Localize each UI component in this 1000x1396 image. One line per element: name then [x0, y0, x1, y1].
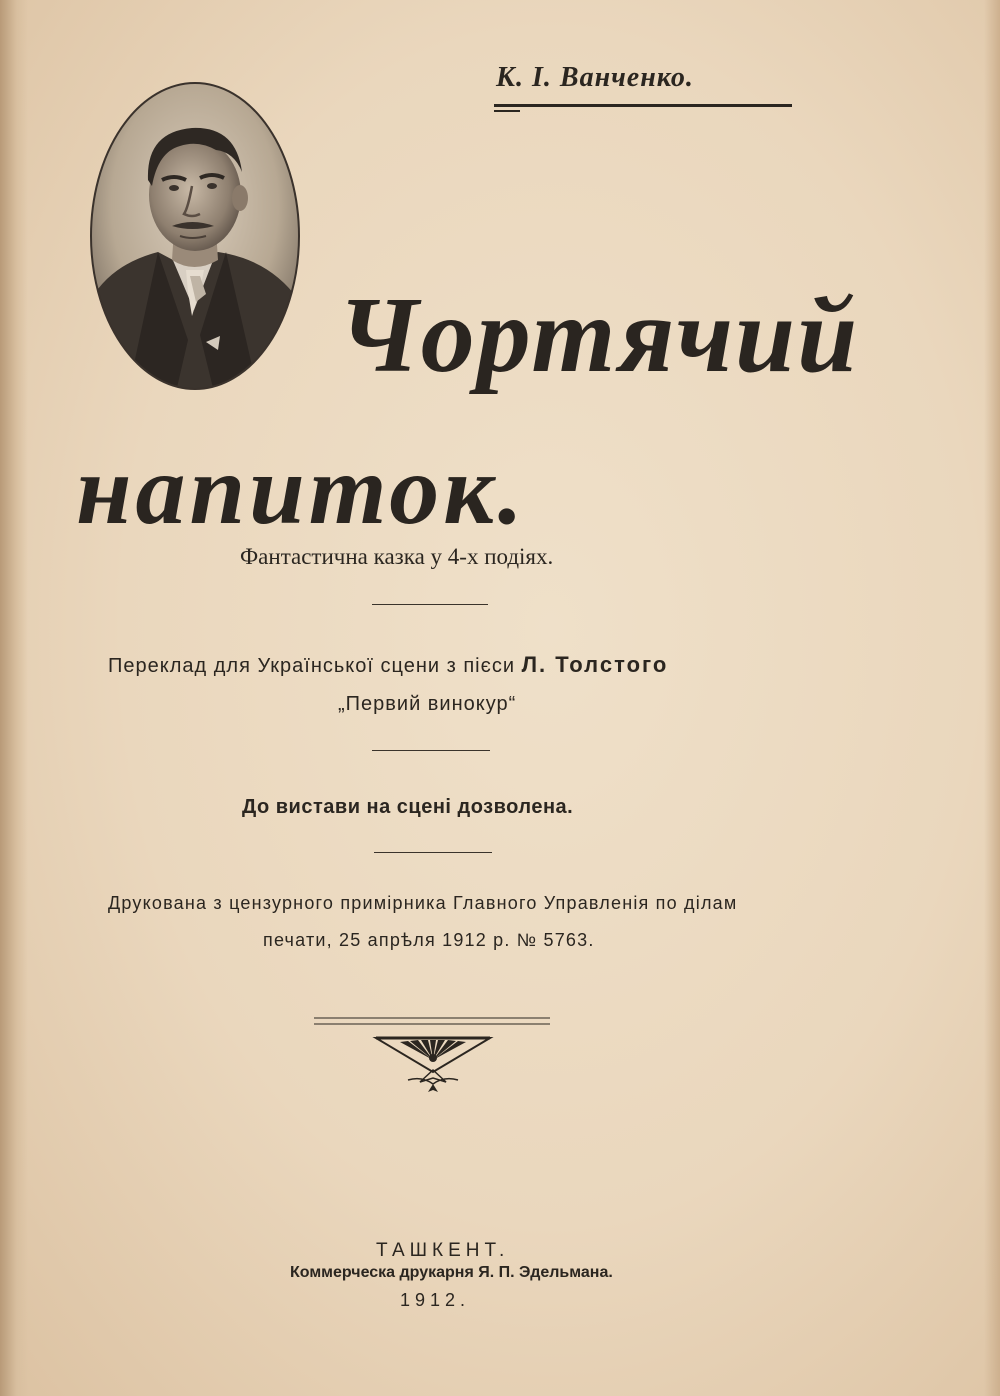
censorship-line-2: печати, 25 апрѣля 1912 р. № 5763.	[263, 930, 595, 950]
imprint-year: 1912.	[400, 1290, 471, 1310]
divider-rule	[374, 852, 492, 853]
permission-note: До вистави на сцені дозволена.	[242, 796, 574, 818]
page-edge	[984, 0, 1000, 1396]
translation-line-1	[108, 652, 668, 678]
divider-rule	[372, 604, 488, 605]
portrait-image	[88, 80, 302, 392]
author-underline-accent	[494, 110, 520, 112]
imprint-printer: Коммерческа друкарня Я. П. Эдельмана.	[290, 1264, 613, 1281]
translation-line-2: „Первий винокур“	[338, 693, 517, 715]
title-line-2: напиток.	[76, 434, 527, 545]
censorship-line-1: Друкована з цензурного примірника Главного Управленія по ділам	[108, 893, 738, 913]
fan-ornament-icon	[312, 1014, 552, 1094]
divider-rule	[372, 750, 490, 751]
translation-prefix: Переклад для Української сцени з пієси	[108, 655, 516, 677]
spine-shadow	[0, 0, 28, 1396]
title-line-1: Чортячий	[338, 276, 860, 395]
author-underline	[494, 104, 792, 107]
imprint-city: ТАШКЕНТ.	[376, 1240, 510, 1261]
author-name: К. І. Ванченко.	[496, 62, 694, 93]
subtitle: Фантастична казка у 4-х подіях.	[240, 544, 554, 569]
original-author: Л. Толстого	[521, 652, 669, 677]
